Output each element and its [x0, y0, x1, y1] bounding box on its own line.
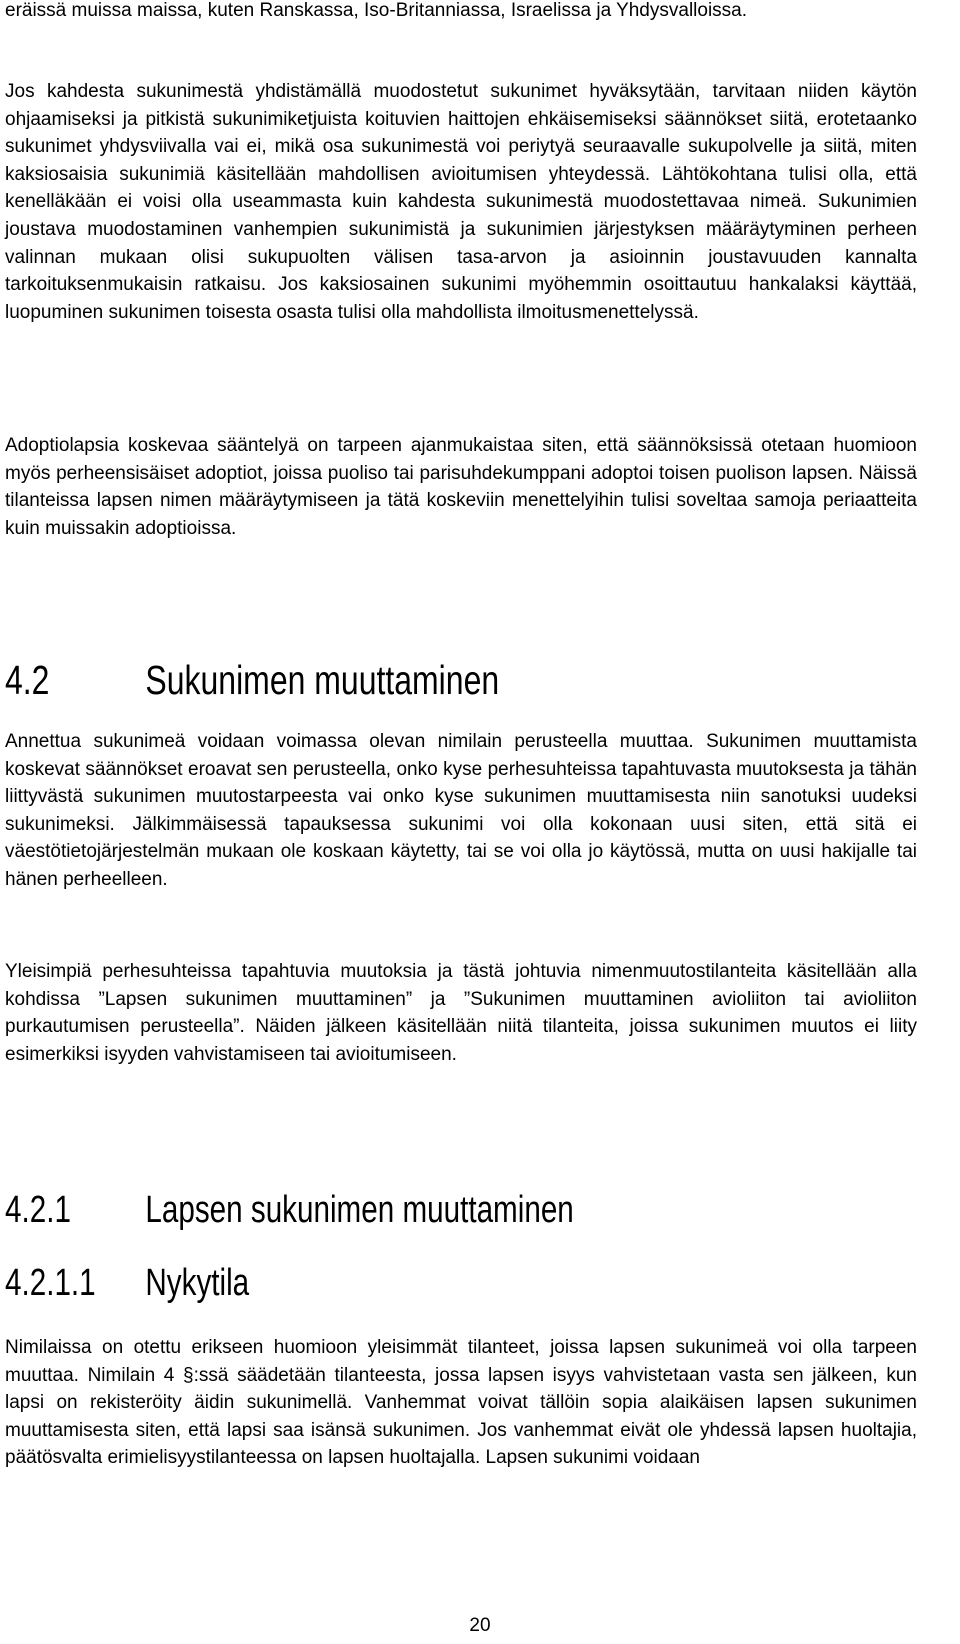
section-title: Nykytila — [145, 1262, 250, 1304]
paragraph-common-changes: Yleisimpiä perhesuhteissa tapahtuvia muutoksia ja tästä johtuvia nimenmuutostilanteita käsitellään alla kohdissa ”Lapsen sukunimen muuttaminen” ja ”Sukunimen muuttaminen avioliiton tai avioliiton purkautumisen perusteella”. Näiden jälkeen käsitellään niitä tilanteita, joissa sukunimen muutos ei liity esimerkiksi isyyden vahvistamiseen tai avioitumiseen. — [5, 961, 917, 1065]
section-number: 4.2.1.1 — [5, 1262, 96, 1304]
heading-section-4-2-1-1 — [5, 1260, 716, 1306]
paragraph-intro-continuation: eräissä muissa maissa, kuten Ranskassa, Iso-Britanniassa, Israelissa ja Yhdysvalloissa. — [5, 0, 748, 21]
section-title: Sukunimen muuttaminen — [145, 657, 500, 703]
paragraph-double-surname: Jos kahdesta sukunimestä yhdistämällä muodostetut sukunimet hyväksytään, tarvitaan niiden käytön ohjaamiseksi ja pitkistä sukunimiketjuista koituvien haittojen ehkäisemiseksi säännökset siitä, erotetaanko sukunimet yhdysviivalla vai ei, mikä osa sukunimestä voi periytyä seuraavalle sukupolvelle ja siitä, miten kaksiosaisia sukunimiä käsitellään mahdollisen avioitumisen yhteydessä. Lähtökohtana tulisi olla, että kenelläkään ei voisi olla useammasta kuin kahdesta sukunimestä muodostettavaa nimeä. Sukunimien joustava muodostaminen vanhempien sukunimistä ja sukunimien järjestyksen määräytyminen perheen valinnan mukaan olisi sukupuolten välisen tasa-arvon ja asioinnin joustavuuden kannalta tarkoituksenmukaisin ratkaisu. Jos kaksiosainen sukunimi myöhemmin osoittautuu hankalaksi käyttää, luopuminen sukunimen toisesta osasta tulisi olla mahdollista ilmoitusmenettelyssä. — [5, 81, 917, 323]
section-title: Lapsen sukunimen muuttaminen — [145, 1189, 574, 1231]
section-number: 4.2.1 — [5, 1189, 71, 1231]
section-number: 4.2 — [5, 657, 50, 703]
paragraph-current-state: Nimilaissa on otettu erikseen huomioon yleisimmät tilanteet, joissa lapsen sukunimeä voi olla tarpeen muuttaa. Nimilain 4 §:ssä säädetään tilanteesta, jossa lapsen isyys vahvistetaan vasta sen jälkeen, kun lapsi on rekisteröity äidin sukunimellä. Vanhemmat voivat tällöin sopia alaikäisen lapsen sukunimen muuttamisesta siten, että lapsi saa isänsä sukunimen. Jos vanhemmat eivät ole yhdessä lapsen huoltajia, päätösvalta erimielisyystilanteessa on lapsen huoltajalla. Lapsen sukunimi voidaan — [5, 1337, 917, 1469]
paragraph-adoption: Adoptiolapsia koskevaa sääntelyä on tarpeen ajanmukaistaa siten, että säännöksissä otetaan huomioon myös perheensisäiset adoptiot, joissa puoliso tai parisuhdekumppani adoptoi toisen puolison lapsen. Näissä tilanteissa lapsen nimen määräytymiseen ja tätä koskeviin menettelyihin tulisi soveltaa samoja periaatteita kuin muissakin adoptioissa. — [5, 435, 917, 539]
heading-section-4-2-1 — [5, 1187, 716, 1233]
page-number: 20 — [469, 1615, 491, 1636]
paragraph-surname-change: Annettua sukunimeä voidaan voimassa olevan nimilain perusteella muuttaa. Sukunimen muuttamista koskevat säännökset eroavat sen perusteella, onko kyse perhesuhteissa tapahtuvasta muutoksesta ja tähän liittyvästä sukunimen muutostarpeesta vai onko kyse sukunimen muuttamisesta niin sanotuksi uudeksi sukunimeksi. Jälkimmäisessä tapauksessa sukunimi voi olla kokonaan uusi siten, että sitä ei väestötietojärjestelmän mukaan ole koskaan käytetty, tai se voi olla jo käytössä, mutta on uusi hakijalle tai hänen perheelleen. — [5, 731, 917, 890]
heading-section-4-2 — [5, 656, 716, 704]
